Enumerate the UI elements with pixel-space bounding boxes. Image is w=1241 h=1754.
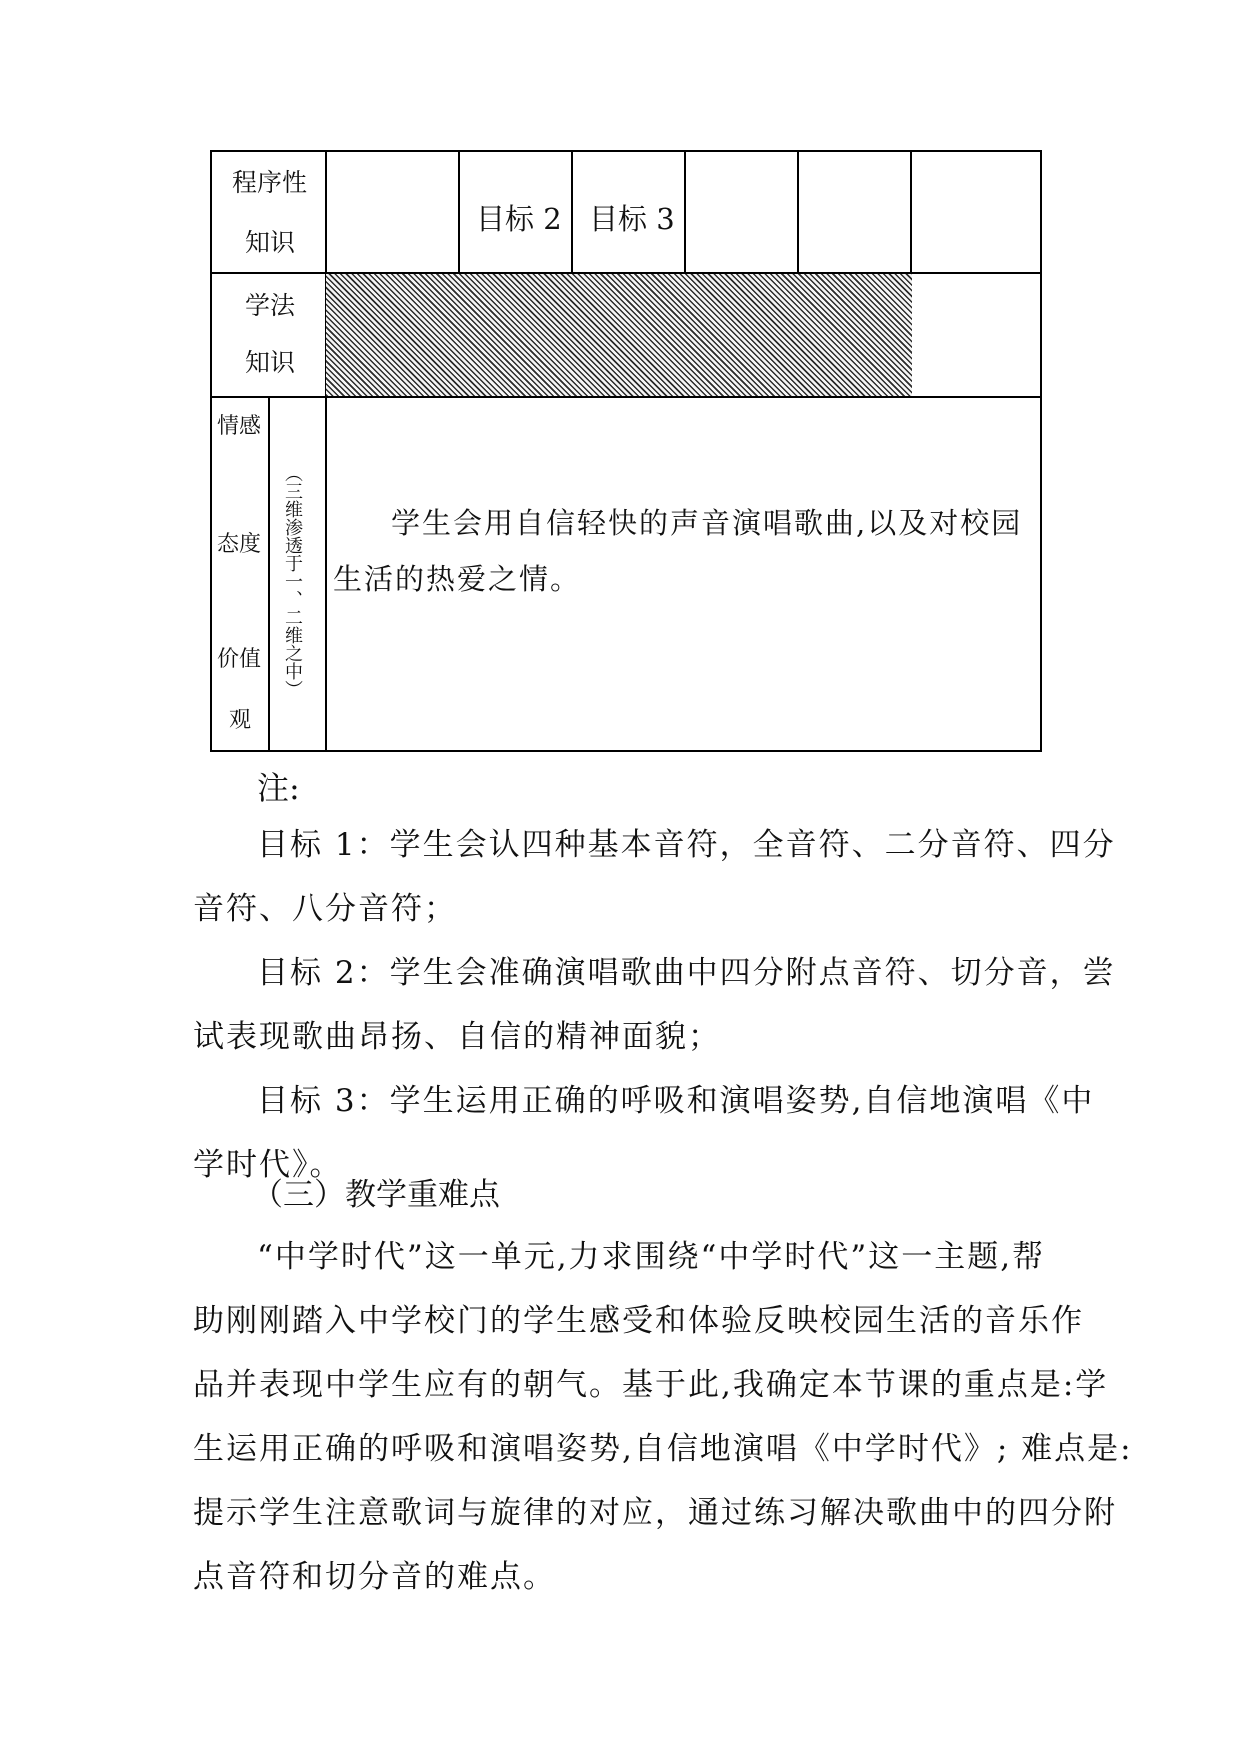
table-col-divider	[797, 150, 799, 274]
row2-label-line1: 学法	[245, 291, 296, 320]
row3-vertical-note: （三维渗透于一、二维之中）	[282, 464, 303, 698]
row3-content-line1: 学生会用自信轻快的声音演唱歌曲,以及对校园	[391, 506, 1023, 540]
row3-label-3: 价值	[217, 647, 262, 672]
section-line5: 提示学生注意歌词与旋律的对应，通过练习解决歌曲中的四分附	[193, 1495, 1117, 1531]
row1-label-line2: 知识	[245, 228, 296, 257]
row3-label-4: 观	[229, 708, 252, 733]
row3-label-2: 态度	[217, 532, 262, 557]
row1-label-line1: 程序性	[232, 168, 308, 197]
goal1-line2: 音符、八分音符；	[193, 891, 457, 927]
table-border-right	[1040, 150, 1042, 752]
table-row-divider	[210, 396, 1042, 398]
section-line4: 生运用正确的呼吸和演唱姿势,自信地演唱《中学时代》; 难点是:	[193, 1431, 1133, 1467]
goal2-line1: 目标 2：学生会准确演唱歌曲中四分附点音符、切分音，尝	[257, 955, 1116, 991]
section-line3: 品并表现中学生应有的朝气。基于此,我确定本节课的重点是:学	[193, 1367, 1109, 1403]
table-col-divider	[268, 396, 270, 752]
goal2-line2: 试表现歌曲昂扬、自信的精神面貌；	[193, 1019, 721, 1055]
table-border-bottom	[210, 750, 1042, 752]
goal3-line1: 目标 3：学生运用正确的呼吸和演唱姿势,自信地演唱《中	[257, 1083, 1095, 1119]
row3-label-1: 情感	[217, 414, 262, 439]
goal1-line1: 目标 1：学生会认四种基本音符，全音符、二分音符、四分	[257, 827, 1116, 863]
row3-content-line2: 生活的热爱之情。	[333, 562, 582, 596]
goal3-cell: 目标 3	[589, 202, 675, 236]
hatched-cell	[326, 274, 912, 396]
table-col-divider	[571, 150, 573, 274]
section-line2: 助刚刚踏入中学校门的学生感受和体验反映校园生活的音乐作	[193, 1303, 1084, 1339]
table-border-top	[210, 150, 1042, 152]
section-heading: （三）教学重难点	[252, 1177, 500, 1213]
notes-label: 注:	[257, 769, 300, 807]
table-col-divider	[458, 150, 460, 274]
row2-label-line2: 知识	[245, 348, 296, 377]
goal2-cell: 目标 2	[476, 202, 562, 236]
goal3-line2: 学时代》。	[193, 1147, 343, 1183]
table-border-left	[210, 150, 212, 752]
section-line1: “中学时代”这一单元,力求围绕“中学时代”这一主题,帮	[257, 1239, 1046, 1275]
table-col-divider	[684, 150, 686, 274]
section-line6: 点音符和切分音的难点。	[193, 1559, 556, 1595]
table-col-divider	[325, 150, 327, 752]
